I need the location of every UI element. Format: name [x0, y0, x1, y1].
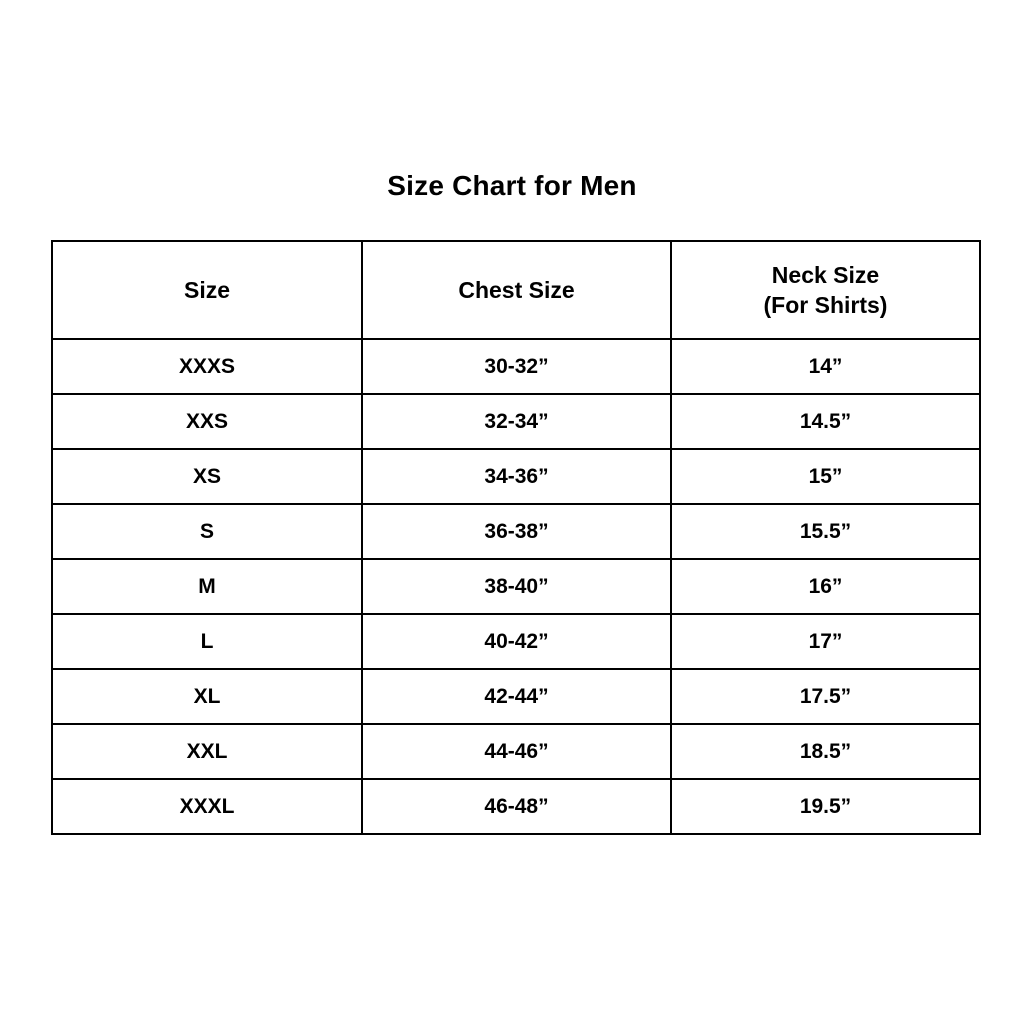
column-header-size-label: Size [183, 277, 231, 303]
table-row [52, 614, 980, 669]
column-header-neck-sublabel: (For Shirts) [763, 292, 888, 318]
size-chart-table [51, 240, 981, 835]
column-header-chest-label: Chest Size [458, 277, 575, 303]
column-header-neck [671, 241, 980, 339]
table-row [52, 449, 980, 504]
table-row [52, 779, 980, 834]
table-row [52, 504, 980, 559]
cell-size: XS [52, 449, 362, 504]
cell-chest: 40-42” [362, 614, 671, 669]
cell-chest: 30-32” [362, 339, 671, 394]
cell-chest: 32-34” [362, 394, 671, 449]
cell-size: XXL [52, 724, 362, 779]
cell-chest: 34-36” [362, 449, 671, 504]
table-row [52, 669, 980, 724]
cell-chest: 38-40” [362, 559, 671, 614]
cell-neck: 15.5” [671, 504, 980, 559]
table-body [52, 339, 980, 834]
cell-neck: 17” [671, 614, 980, 669]
table-header [52, 241, 980, 339]
cell-size: XXS [52, 394, 362, 449]
cell-size: M [52, 559, 362, 614]
cell-size: XXXS [52, 339, 362, 394]
cell-size: XL [52, 669, 362, 724]
cell-size: L [52, 614, 362, 669]
page-title: Size Chart for Men [387, 170, 637, 201]
cell-chest: 42-44” [362, 669, 671, 724]
table-row [52, 559, 980, 614]
cell-neck: 14” [671, 339, 980, 394]
cell-neck: 18.5” [671, 724, 980, 779]
column-header-chest [362, 241, 671, 339]
cell-neck: 16” [671, 559, 980, 614]
cell-size: S [52, 504, 362, 559]
table-row [52, 724, 980, 779]
table-header-row [52, 241, 980, 339]
cell-neck: 14.5” [671, 394, 980, 449]
cell-neck: 15” [671, 449, 980, 504]
table-row [52, 339, 980, 394]
column-header-neck-label: Neck Size [771, 262, 880, 288]
cell-chest: 36-38” [362, 504, 671, 559]
cell-size: XXXL [52, 779, 362, 834]
cell-neck: 19.5” [671, 779, 980, 834]
cell-neck: 17.5” [671, 669, 980, 724]
column-header-size [52, 241, 362, 339]
cell-chest: 46-48” [362, 779, 671, 834]
table-row [52, 394, 980, 449]
cell-chest: 44-46” [362, 724, 671, 779]
